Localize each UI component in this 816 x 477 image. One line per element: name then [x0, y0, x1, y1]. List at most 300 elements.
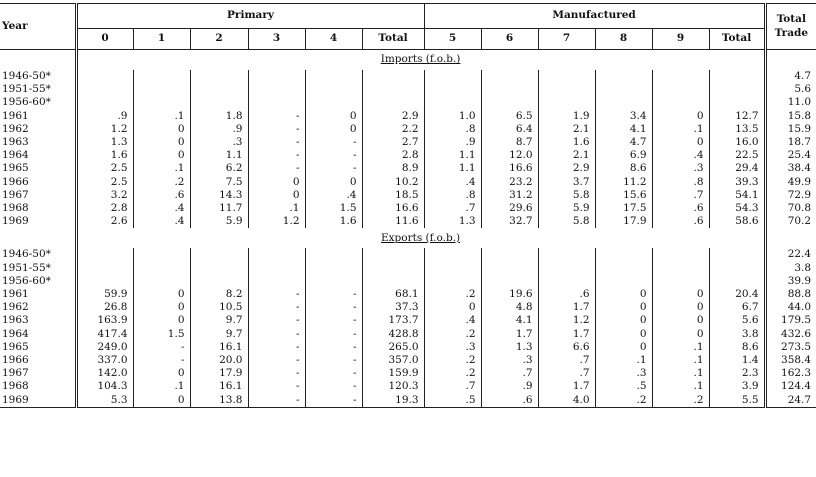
value-cell: [538, 83, 595, 96]
value-cell: 7.5: [190, 176, 248, 189]
value-cell: 417.4: [97, 327, 128, 340]
table-row: [0, 314, 816, 327]
value-cell: .7: [538, 367, 595, 380]
year-cell: 1964: [0, 149, 76, 162]
value-cell: 9.7: [190, 328, 248, 341]
value-cell: [133, 275, 190, 288]
value-cell: 0: [652, 314, 709, 327]
value-cell: -: [305, 328, 362, 341]
column-header-3: 3: [248, 29, 305, 50]
value-cell: .3: [424, 341, 481, 354]
table-row: [0, 354, 816, 367]
column-header-7: 6: [481, 29, 538, 50]
column-header-1: 1: [133, 29, 190, 50]
value-cell: 1.7: [538, 301, 595, 314]
table-row: [0, 328, 816, 341]
value-cell: 15.6: [595, 189, 652, 202]
year-cell: 1965: [0, 162, 76, 175]
value-cell: .2: [133, 176, 190, 189]
value-cell: .8: [424, 123, 481, 136]
value-cell: .1: [652, 341, 709, 354]
value-cell: 6.7: [709, 301, 765, 314]
value-cell: [481, 83, 538, 96]
table-row: [0, 136, 816, 149]
total-trade-cell: 22.4: [765, 248, 816, 261]
total-trade-cell: 15.8: [765, 110, 816, 123]
value-cell: 1.6: [538, 136, 595, 149]
value-cell: 31.2: [481, 189, 538, 202]
value-cell: 3.7: [538, 176, 595, 189]
year-cell: 1969: [0, 394, 76, 408]
value-cell: [133, 248, 190, 261]
value-cell: [190, 83, 248, 96]
manufactured-header: Manufactured: [424, 4, 765, 29]
value-cell: [190, 248, 248, 261]
value-cell: 2.8: [362, 149, 424, 162]
value-cell: 1.0: [424, 110, 481, 123]
table-row: [0, 149, 816, 162]
year-cell: 1946-50*: [0, 248, 76, 261]
header-row-columns: [0, 29, 816, 50]
value-cell: .7: [652, 189, 709, 202]
value-cell: -: [133, 341, 190, 354]
value-cell: [362, 248, 424, 261]
year-cell: 1967: [0, 367, 76, 380]
value-cell: 265.0: [362, 341, 424, 354]
value-cell: [133, 83, 190, 96]
value-cell: 12.7: [709, 110, 765, 123]
value-cell: [595, 83, 652, 96]
value-cell: [248, 70, 305, 83]
value-cell: .2: [595, 394, 652, 408]
value-cell: [652, 275, 709, 288]
column-header-4: 4: [305, 29, 362, 50]
value-cell: .9: [190, 123, 248, 136]
value-cell: 2.1: [538, 149, 595, 162]
value-cell: [305, 275, 362, 288]
year-cell: 1968: [0, 380, 76, 393]
value-cell: [652, 262, 709, 275]
table-row: [0, 275, 816, 288]
value-cell: [76, 70, 133, 83]
value-cell: 0: [424, 301, 481, 314]
value-cell: [595, 248, 652, 261]
value-cell: .4: [424, 176, 481, 189]
value-cell: 0: [652, 301, 709, 314]
value-cell: .3: [481, 354, 538, 367]
value-cell: 0: [595, 314, 652, 327]
value-cell: 5.8: [538, 215, 595, 228]
value-cell: .1: [652, 123, 709, 136]
column-header-8: 7: [538, 29, 595, 50]
value-cell: 0: [248, 176, 305, 189]
total-trade-cell: 18.7: [765, 136, 816, 149]
value-cell: [652, 83, 709, 96]
value-cell: 4.7: [595, 136, 652, 149]
value-cell: 163.9: [97, 314, 128, 327]
value-cell: [595, 275, 652, 288]
value-cell: .4: [133, 215, 190, 228]
value-cell: [190, 96, 248, 109]
value-cell: -: [248, 328, 305, 341]
value-cell: 8.2: [190, 288, 248, 301]
section-total-cell: [765, 50, 816, 71]
table-row: [0, 215, 816, 228]
section-year-cell: [0, 50, 76, 71]
table-row: [0, 70, 816, 83]
value-cell: [305, 96, 362, 109]
value-cell: .6: [538, 288, 595, 301]
value-cell: [190, 262, 248, 275]
value-cell: 8.7: [481, 136, 538, 149]
value-cell: 1.4: [709, 354, 765, 367]
value-cell: [709, 96, 765, 109]
value-cell: -: [305, 314, 362, 327]
value-cell: [652, 70, 709, 83]
value-cell: 0: [305, 123, 362, 136]
year-cell: 1956-60*: [0, 96, 76, 109]
value-cell: 16.6: [362, 202, 424, 215]
value-cell: [424, 275, 481, 288]
section-row: [0, 228, 816, 248]
value-cell: 0: [595, 288, 652, 301]
value-cell: 1.7: [538, 328, 595, 341]
year-cell: 1966: [0, 176, 76, 189]
table-row: [0, 162, 816, 175]
value-cell: 0: [133, 314, 190, 327]
value-cell: 23.2: [481, 176, 538, 189]
year-cell: 1966: [0, 354, 76, 367]
value-cell: [76, 83, 133, 96]
value-cell: -: [248, 136, 305, 149]
value-cell: 16.0: [709, 136, 765, 149]
value-cell: 3.9: [709, 380, 765, 393]
value-cell: -: [248, 149, 305, 162]
value-cell: 5.5: [709, 394, 765, 408]
table-row: [0, 202, 816, 215]
value-cell: 428.8: [362, 328, 424, 341]
value-cell: 142.0: [97, 367, 128, 380]
value-cell: 8.9: [362, 162, 424, 175]
total-trade-cell: 15.9: [765, 123, 816, 136]
value-cell: -: [248, 123, 305, 136]
value-cell: 0: [133, 367, 190, 380]
value-cell: 6.5: [481, 110, 538, 123]
year-cell: 1951-55*: [0, 262, 76, 275]
value-cell: .9: [117, 109, 128, 122]
value-cell: 249.0: [97, 340, 128, 353]
value-cell: 2.5: [110, 162, 128, 175]
value-cell: 0: [652, 288, 709, 301]
value-cell: .5: [595, 380, 652, 393]
total-trade-cell: 39.9: [765, 275, 816, 288]
value-cell: 1.7: [538, 380, 595, 393]
value-cell: 39.3: [709, 176, 765, 189]
year-cell: 1963: [0, 314, 76, 327]
table-row: [0, 176, 816, 189]
value-cell: 357.0: [362, 354, 424, 367]
value-cell: 1.2: [538, 314, 595, 327]
value-cell: 1.2: [110, 122, 128, 135]
year-header: Year: [0, 4, 76, 50]
value-cell: 0: [652, 136, 709, 149]
value-cell: [362, 83, 424, 96]
value-cell: -: [248, 288, 305, 301]
year-cell: 1964: [0, 328, 76, 341]
value-cell: -: [133, 354, 190, 367]
value-cell: 6.2: [190, 162, 248, 175]
value-cell: 159.9: [362, 367, 424, 380]
year-cell: 1961: [0, 288, 76, 301]
total-trade-header-line2: Trade: [774, 26, 809, 39]
value-cell: 5.6: [709, 314, 765, 327]
year-cell: 1961: [0, 110, 76, 123]
section-label: Exports (f.o.b.): [380, 231, 461, 244]
year-cell: 1967: [0, 189, 76, 202]
table-row: [0, 367, 816, 380]
value-cell: -: [248, 314, 305, 327]
column-header-11: Total: [709, 29, 765, 50]
value-cell: 4.1: [481, 314, 538, 327]
value-cell: .2: [652, 394, 709, 408]
value-cell: 1.6: [305, 215, 362, 228]
value-cell: [538, 70, 595, 83]
total-trade-cell: 72.9: [765, 189, 816, 202]
year-cell: 1965: [0, 341, 76, 354]
value-cell: .6: [481, 394, 538, 408]
value-cell: 22.5: [709, 149, 765, 162]
year-cell: 1968: [0, 202, 76, 215]
value-cell: [248, 96, 305, 109]
value-cell: 8.6: [709, 341, 765, 354]
total-trade-cell: 44.0: [765, 301, 816, 314]
value-cell: 11.6: [362, 215, 424, 228]
value-cell: 8.6: [595, 162, 652, 175]
value-cell: 1.6: [110, 149, 128, 162]
value-cell: 16.1: [190, 341, 248, 354]
total-trade-cell: 273.5: [765, 341, 816, 354]
value-cell: 11.7: [190, 202, 248, 215]
value-cell: 2.7: [362, 136, 424, 149]
value-cell: 4.0: [538, 394, 595, 408]
value-cell: 1.9: [538, 110, 595, 123]
column-header-5: Total: [362, 29, 424, 50]
value-cell: -: [248, 301, 305, 314]
value-cell: 17.9: [190, 367, 248, 380]
table-row: [0, 189, 816, 202]
section-total-cell: [765, 228, 816, 248]
value-cell: 0: [595, 341, 652, 354]
value-cell: .2: [424, 328, 481, 341]
value-cell: 0: [305, 110, 362, 123]
value-cell: 1.2: [248, 215, 305, 228]
value-cell: [133, 70, 190, 83]
total-trade-cell: 70.2: [765, 215, 816, 228]
value-cell: 54.1: [709, 189, 765, 202]
total-trade-cell: 88.8: [765, 288, 816, 301]
value-cell: 0: [133, 394, 190, 408]
value-cell: -: [305, 301, 362, 314]
total-trade-cell: 124.4: [765, 380, 816, 393]
value-cell: [709, 70, 765, 83]
table-row: [0, 341, 816, 354]
value-cell: .2: [424, 354, 481, 367]
value-cell: 20.4: [709, 288, 765, 301]
value-cell: 9.7: [190, 314, 248, 327]
value-cell: -: [248, 162, 305, 175]
value-cell: [305, 70, 362, 83]
value-cell: 1.3: [424, 215, 481, 228]
value-cell: 10.5: [190, 301, 248, 314]
value-cell: [709, 275, 765, 288]
value-cell: [305, 83, 362, 96]
value-cell: 2.1: [538, 123, 595, 136]
value-cell: 19.3: [362, 394, 424, 408]
value-cell: .1: [652, 354, 709, 367]
value-cell: 3.2: [110, 188, 128, 201]
value-cell: 0: [133, 136, 190, 149]
value-cell: -: [305, 288, 362, 301]
value-cell: [538, 248, 595, 261]
value-cell: 68.1: [362, 288, 424, 301]
value-cell: .9: [424, 136, 481, 149]
value-cell: 1.8: [190, 110, 248, 123]
value-cell: 12.0: [481, 149, 538, 162]
value-cell: 0: [595, 301, 652, 314]
value-cell: -: [248, 367, 305, 380]
value-cell: .4: [133, 202, 190, 215]
value-cell: 37.3: [362, 301, 424, 314]
value-cell: 29.4: [709, 162, 765, 175]
value-cell: [424, 248, 481, 261]
value-cell: -: [305, 341, 362, 354]
total-trade-cell: 38.4: [765, 162, 816, 175]
value-cell: [709, 83, 765, 96]
value-cell: [305, 248, 362, 261]
total-trade-cell: 70.8: [765, 202, 816, 215]
value-cell: 2.9: [538, 162, 595, 175]
value-cell: 0: [133, 301, 190, 314]
table-row: [0, 380, 816, 393]
value-cell: [595, 96, 652, 109]
value-cell: [652, 248, 709, 261]
value-cell: 5.9: [190, 215, 248, 228]
value-cell: [709, 248, 765, 261]
table-row: [0, 248, 816, 261]
total-trade-cell: 25.4: [765, 149, 816, 162]
value-cell: .1: [595, 354, 652, 367]
value-cell: [424, 262, 481, 275]
value-cell: 14.3: [190, 189, 248, 202]
value-cell: [133, 262, 190, 275]
value-cell: 2.8: [110, 202, 128, 215]
total-trade-cell: 49.9: [765, 176, 816, 189]
value-cell: [362, 275, 424, 288]
value-cell: 6.9: [595, 149, 652, 162]
table-row: [0, 83, 816, 96]
column-header-10: 9: [652, 29, 709, 50]
total-trade-header: [765, 4, 816, 50]
value-cell: [133, 96, 190, 109]
value-cell: .3: [190, 136, 248, 149]
section-label-cell: [76, 50, 765, 71]
table-row: [0, 262, 816, 275]
value-cell: 5.9: [538, 202, 595, 215]
value-cell: .1: [133, 162, 190, 175]
value-cell: .6: [133, 189, 190, 202]
trade-table: [0, 3, 816, 408]
value-cell: .1: [133, 380, 190, 393]
year-cell: 1969: [0, 215, 76, 228]
value-cell: 0: [652, 110, 709, 123]
value-cell: 11.2: [595, 176, 652, 189]
primary-header: Primary: [76, 4, 424, 29]
value-cell: [362, 70, 424, 83]
column-header-6: 5: [424, 29, 481, 50]
value-cell: .3: [595, 367, 652, 380]
table-row: [0, 301, 816, 314]
column-header-9: 8: [595, 29, 652, 50]
value-cell: -: [248, 354, 305, 367]
value-cell: [424, 96, 481, 109]
value-cell: [481, 70, 538, 83]
value-cell: .7: [538, 354, 595, 367]
year-cell: 1962: [0, 301, 76, 314]
value-cell: -: [248, 394, 305, 408]
value-cell: 20.0: [190, 354, 248, 367]
value-cell: 32.7: [481, 215, 538, 228]
year-cell: 1956-60*: [0, 275, 76, 288]
value-cell: .1: [652, 380, 709, 393]
value-cell: 5.8: [538, 189, 595, 202]
value-cell: 6.4: [481, 123, 538, 136]
value-cell: 6.6: [538, 341, 595, 354]
value-cell: 29.6: [481, 202, 538, 215]
value-cell: 2.3: [709, 367, 765, 380]
value-cell: 18.5: [362, 189, 424, 202]
total-trade-cell: 3.8: [765, 262, 816, 275]
value-cell: 2.6: [110, 215, 128, 228]
value-cell: [481, 248, 538, 261]
value-cell: 1.5: [133, 328, 190, 341]
table-row: [0, 123, 816, 136]
value-cell: .2: [424, 367, 481, 380]
value-cell: [481, 96, 538, 109]
value-cell: -: [305, 149, 362, 162]
value-cell: .2: [424, 288, 481, 301]
value-cell: 173.7: [362, 314, 424, 327]
value-cell: [424, 83, 481, 96]
value-cell: .3: [652, 162, 709, 175]
value-cell: [76, 96, 133, 109]
value-cell: [248, 275, 305, 288]
value-cell: 104.3: [97, 380, 128, 393]
value-cell: .7: [424, 380, 481, 393]
value-cell: 16.6: [481, 162, 538, 175]
value-cell: [481, 262, 538, 275]
value-cell: [538, 96, 595, 109]
value-cell: 0: [595, 328, 652, 341]
section-year-cell: [0, 228, 76, 248]
value-cell: .6: [652, 215, 709, 228]
value-cell: 1.1: [424, 149, 481, 162]
year-cell: 1946-50*: [0, 70, 76, 83]
value-cell: 2.5: [110, 175, 128, 188]
value-cell: [248, 83, 305, 96]
value-cell: 26.8: [104, 301, 128, 314]
total-trade-header-line1: Total: [776, 13, 806, 26]
value-cell: [190, 70, 248, 83]
